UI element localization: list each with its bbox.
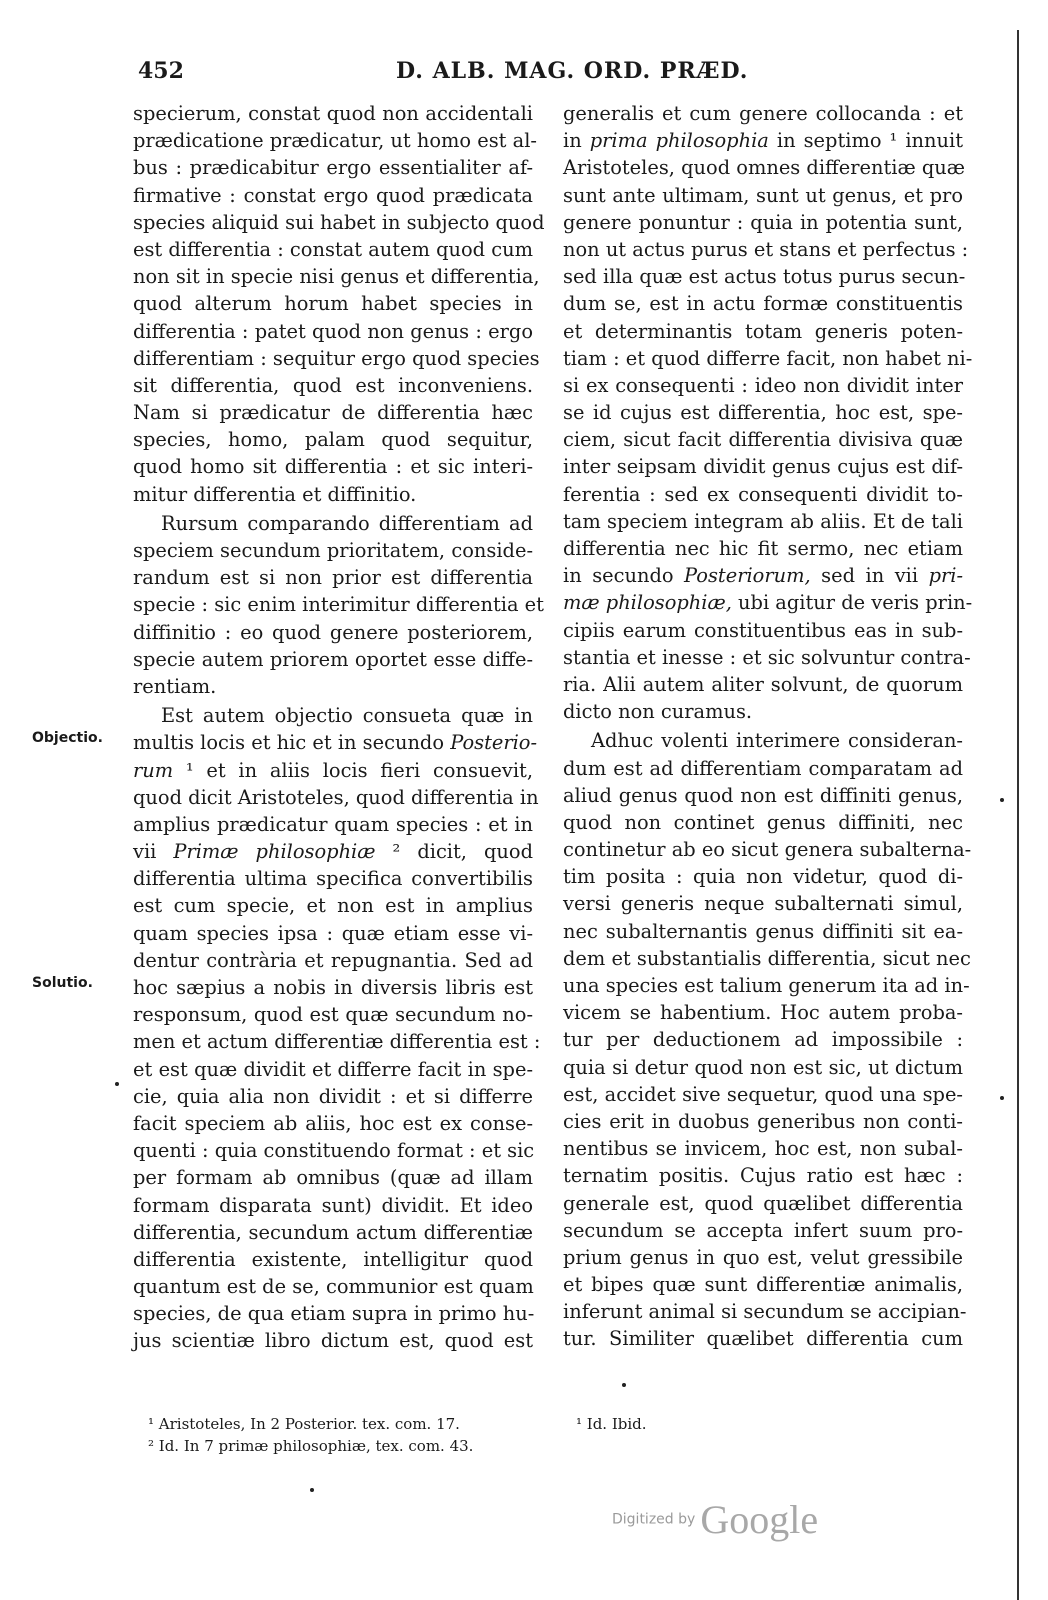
left-paragraph-2 xyxy=(133,510,544,700)
text-line: dentur contrària et repugnantia. Sed ad xyxy=(133,948,533,972)
text-line: si ex consequenti : ideo non dividit inter xyxy=(563,373,963,397)
text-line: dicto non curamus. xyxy=(563,700,753,724)
text-line: Est autem objectio consueta quæ in xyxy=(161,704,533,728)
text-line: ternatim positis. Cujus ratio est hæc : xyxy=(563,1164,963,1188)
text-line: differentia ultima specifica convertibilis xyxy=(133,867,533,891)
ink-speck xyxy=(622,1383,626,1387)
text-line: facit speciem ab aliis, hoc est ex conse- xyxy=(133,1111,533,1135)
text-line: continetur ab eo sicut genera subalterna- xyxy=(563,838,972,862)
text-line: sed illa quæ est actus totus purus secun- xyxy=(563,265,966,289)
text-line: et est quæ dividit et differre facit in spe- xyxy=(133,1057,533,1081)
digitized-watermark xyxy=(612,1496,818,1543)
left-column xyxy=(133,100,545,1355)
text-line: tur per deductionem ad impossibile : xyxy=(563,1028,963,1052)
text-line: mæ philosophiæ, ubi agitur de veris prin- xyxy=(563,591,973,615)
text-line: inferunt animal si secundum se accipian- xyxy=(563,1300,967,1324)
text-line: firmative : constat ergo quod prædicata xyxy=(133,183,533,207)
text-line: tiam : et quod differre facit, non habet ni- xyxy=(563,346,973,370)
text-line: prium genus in quo est, velut gressibile xyxy=(563,1245,963,1269)
text-line: et determinantis totam generis poten- xyxy=(563,319,963,343)
text-line: per formam ab omnibus (quæ ad illam xyxy=(133,1166,533,1190)
text-line: quod alterum horum habet species in xyxy=(133,292,533,316)
text-line: quantum est de se, communior est quam xyxy=(133,1275,534,1299)
text-line: non sit in specie nisi genus et differentia, xyxy=(133,265,540,289)
text-line: amplius prædicatur quam species : et in xyxy=(133,812,533,836)
text-line: specierum, constat quod non accidentali xyxy=(133,102,533,125)
text-line: est differentia : constat autem quod cum xyxy=(133,237,533,261)
text-line: est cum specie, et non est in amplius xyxy=(133,894,533,918)
text-line: dum est ad differentiam comparatam ad xyxy=(563,756,963,780)
text-line: specie autem priorem oportet esse diffe- xyxy=(133,647,533,671)
text-line: differentiam : sequitur ergo quod species xyxy=(133,346,540,370)
text-line: ferentia : sed ex consequenti dividit to- xyxy=(563,482,963,506)
text-line: multis locis et hic et in secundo Posterio- xyxy=(133,731,538,755)
text-line: vicem se habentium. Hoc autem proba- xyxy=(563,1001,963,1025)
text-line: sunt ante ultimam, sunt ut genus, et pro xyxy=(563,183,963,207)
text-line: et bipes quæ sunt differentiæ animalis, xyxy=(563,1273,963,1297)
text-line: randum est si non prior est differentia xyxy=(133,566,533,590)
text-line: Aristoteles, quod omnes differentiæ quæ xyxy=(563,156,966,180)
page-number: 452 xyxy=(138,58,184,84)
footnotes-right xyxy=(576,1413,647,1435)
left-paragraph-3 xyxy=(133,702,541,1355)
text-line: non ut actus purus et stans et perfectus : xyxy=(563,237,969,261)
text-line: differentia existente, intelligitur quod xyxy=(133,1247,533,1271)
text-line: specie : sic enim interimitur differentia et xyxy=(133,593,544,617)
text-line: responsum, quod est quæ secundum no- xyxy=(133,1003,533,1027)
text-line: differentia : patet quod non genus : ergo xyxy=(133,319,533,343)
text-line: nec subalternantis genus diffiniti sit ea- xyxy=(563,919,963,943)
text-line: speciem secundum prioritatem, conside- xyxy=(133,539,533,562)
text-line: inter seipsam dividit genus cujus est dif- xyxy=(563,455,963,479)
watermark-caption: Digitized by xyxy=(612,1511,696,1528)
ink-speck xyxy=(115,1082,119,1086)
text-line: in secundo Posteriorum, sed in vii pri- xyxy=(563,564,963,588)
text-line: Rursum comparando differentiam ad xyxy=(161,511,533,535)
text-line: dem et substantialis differentia, sicut nec xyxy=(563,946,971,970)
text-line: formam disparata sunt) dividit. Et ideo xyxy=(133,1193,533,1217)
text-line: cie, quia alia non dividit : et si differre xyxy=(133,1084,533,1108)
text-line: ria. Alii autem aliter solvunt, de quorum xyxy=(563,672,963,696)
right-paragraph-1 xyxy=(563,100,973,725)
text-line: quod non continet genus diffiniti, nec xyxy=(563,810,963,834)
text-line: quam species ipsa : quæ etiam esse vi- xyxy=(133,921,533,945)
text-line: stantia et inesse : et sic solvuntur contra- xyxy=(563,645,971,669)
text-line: generale est, quod quælibet differentia xyxy=(563,1191,963,1215)
text-line: species, homo, palam quod sequitur, xyxy=(133,428,533,452)
ink-speck xyxy=(1000,1096,1004,1100)
text-line: quenti : quia constituendo format : et sic xyxy=(133,1139,535,1163)
right-column xyxy=(563,100,973,1353)
margin-note-solutio: Solutio. xyxy=(32,975,93,991)
text-line: sit differentia, quod est inconveniens. xyxy=(133,373,533,397)
text-line: cipiis earum constituentibus eas in sub- xyxy=(563,618,963,642)
text-line: Adhuc volenti interimere consideran- xyxy=(591,729,963,753)
text-line: rentiam. xyxy=(133,674,217,698)
footnote: ¹ Aristoteles, In 2 Posterior. tex. com. 17. xyxy=(148,1415,460,1433)
page-edge-rule xyxy=(1017,30,1019,1600)
text-line: species, de qua etiam supra in primo hu- xyxy=(133,1302,535,1326)
text-line: mitur differentia et diffinitio. xyxy=(133,482,417,506)
text-line: est, accidet sive sequetur, quod una spe- xyxy=(563,1082,963,1106)
footnote: ¹ Id. Ibid. xyxy=(576,1415,647,1433)
footnote-divider xyxy=(258,1395,259,1407)
text-line: una species est talium generum ita ad in- xyxy=(563,974,970,997)
text-line: secundum se accepta infert suum pro- xyxy=(563,1218,963,1242)
text-line: dum se, est in actu formæ constituentis xyxy=(563,292,963,316)
text-line: vii Primæ philosophiæ ² dicit, quod xyxy=(133,840,533,864)
text-line: differentia, secundum actum differentiæ xyxy=(133,1220,533,1244)
text-line: tur. Similiter quælibet differentia cum xyxy=(563,1327,963,1351)
text-line: rum ¹ et in aliis locis fieri consuevit, xyxy=(133,758,533,782)
text-line: quod homo sit differentia : et sic interi- xyxy=(133,455,533,479)
text-line: quia si detur quod non est sic, ut dictum xyxy=(563,1055,963,1079)
footnotes-left xyxy=(148,1413,473,1457)
page-header xyxy=(138,58,958,94)
text-line: cies erit in duobus generibus non conti- xyxy=(563,1109,963,1133)
text-line: ciem, sicut facit differentia divisiva quæ xyxy=(563,428,963,452)
ink-speck xyxy=(310,1488,314,1492)
text-line: bus : prædicabitur ergo essentialiter af- xyxy=(133,156,533,180)
text-line: men et actum differentiæ differentia est : xyxy=(133,1030,541,1054)
google-logo: Google xyxy=(700,1497,819,1542)
text-line: species aliquid sui habet in subjecto quod xyxy=(133,210,545,234)
text-line: aliud genus quod non est diffiniti genus, xyxy=(563,783,963,807)
text-line: prædicatione prædicatur, ut homo est al- xyxy=(133,129,537,153)
footnote: ² Id. In 7 primæ philosophiæ, tex. com. 43. xyxy=(148,1437,474,1455)
text-line: hoc sæpius a nobis in diversis libris est xyxy=(133,976,533,999)
text-line: nentibus se invicem, hoc est, non subal- xyxy=(563,1137,963,1161)
text-line: se id cujus est differentia, hoc est, spe- xyxy=(563,401,963,425)
text-line: diffinitio : eo quod genere posteriorem, xyxy=(133,620,533,644)
text-line: generalis et cum genere collocanda : et xyxy=(563,102,963,125)
margin-note-objectio: Objectio. xyxy=(32,730,103,746)
text-line: genere ponuntur : quia in potentia sunt, xyxy=(563,210,963,234)
ink-speck xyxy=(1000,798,1004,802)
text-line: differentia nec hic fit sermo, nec etiam xyxy=(563,537,963,560)
text-line: jus scientiæ libro dictum est, quod est xyxy=(133,1329,533,1353)
text-line: tim posita : quia non videtur, quod di- xyxy=(563,865,963,889)
running-title: D. ALB. MAG. ORD. PRÆD. xyxy=(396,58,749,84)
text-line: in prima philosophia in septimo ¹ innuit xyxy=(563,129,963,153)
text-line: versi generis neque subalternati simul, xyxy=(563,892,963,916)
left-paragraph-1 xyxy=(133,100,545,508)
text-line: tam speciem integram ab aliis. Et de tali xyxy=(563,509,963,533)
text-line: quod dicit Aristoteles, quod differentia in xyxy=(133,785,539,809)
right-paragraph-2 xyxy=(563,727,972,1352)
text-line: Nam si prædicatur de differentia hæc xyxy=(133,401,533,425)
